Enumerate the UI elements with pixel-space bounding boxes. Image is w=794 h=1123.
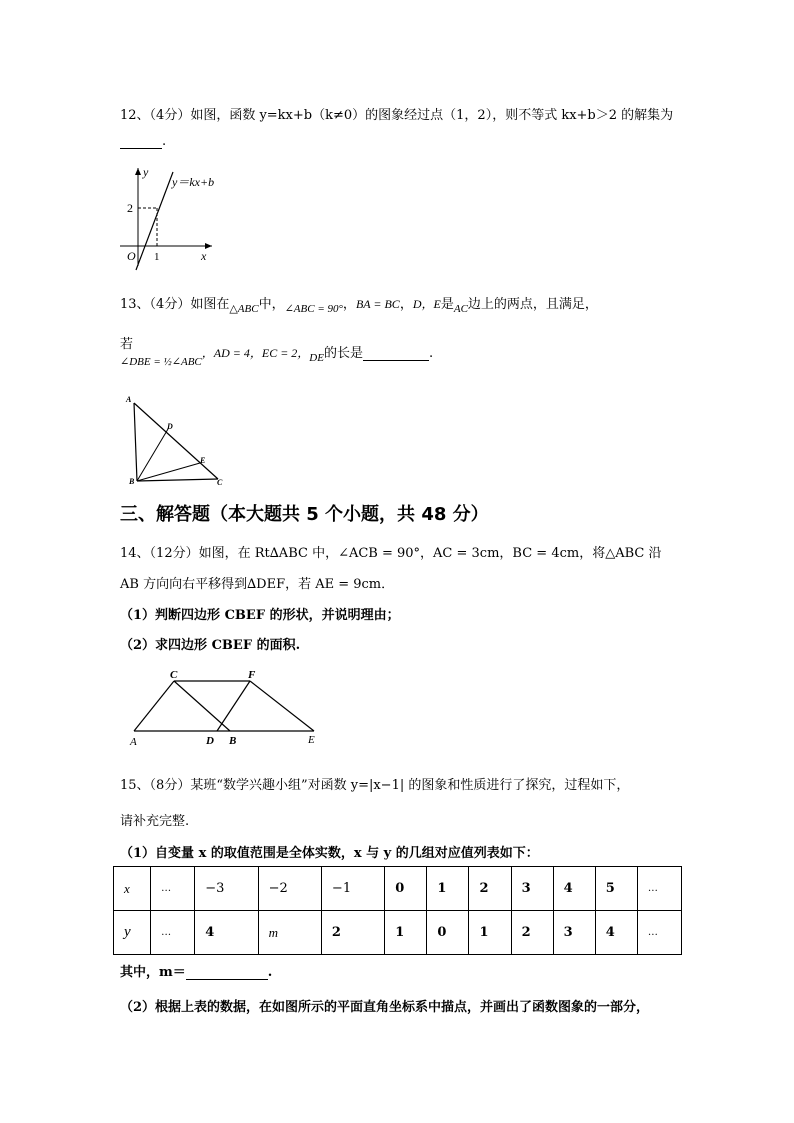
q14-label-d: D	[206, 735, 214, 746]
table-cell: 3	[553, 911, 595, 955]
q15-m-period: .	[267, 965, 273, 980]
q13-text-c: 是	[440, 297, 454, 312]
q14-label-f: F	[248, 669, 256, 681]
q13-text-a: 13、（4分）如图在	[120, 297, 230, 312]
q13-line2-mid: ，AD = 4，EC = 2，	[201, 346, 310, 360]
table-cell: 4	[195, 911, 258, 955]
table-cell: 2	[511, 911, 553, 955]
q12-period: .	[162, 134, 167, 149]
table-cell: 5	[595, 867, 637, 911]
table-cell: x	[114, 867, 151, 911]
q13-period: .	[428, 346, 434, 361]
q14-part1: （1）判断四边形 CBEF 的形状，并说明理由；	[120, 608, 400, 623]
q12-answer-blank[interactable]	[120, 134, 162, 149]
table-cell: 1	[385, 911, 427, 955]
q13-sep1: ，	[342, 297, 356, 312]
q13-side-ac	[134, 403, 218, 479]
q13-triangle: △ABC	[229, 303, 259, 315]
q13-label-c: C	[217, 478, 223, 485]
q13-label-a: A	[126, 395, 132, 404]
table-cell: 0	[385, 867, 427, 911]
table-row-y	[114, 911, 682, 955]
table-cell: m	[258, 911, 321, 955]
q13-label-d: D	[167, 422, 173, 431]
q13-de: D，E	[412, 297, 441, 311]
q14-label-e: E	[308, 734, 315, 746]
q14-label-b: B	[229, 735, 237, 746]
q12-label-1: 1	[154, 251, 160, 263]
q13-label-e: E	[200, 456, 206, 465]
table-cell: 4	[553, 867, 595, 911]
q13-text-b: 中，	[258, 297, 285, 312]
table-cell: 2	[469, 867, 511, 911]
table-cell: 1	[427, 867, 469, 911]
q13-ruo: 若	[120, 337, 134, 352]
q12-line-label: y＝kx+b	[172, 175, 215, 189]
q15-m-line	[120, 961, 272, 980]
q14-line1: 14、（12分）如图，在 Rt∆ABC 中，∠ACB = 90°，AC = 3cm，BC = 4cm，将△ABC 沿	[120, 546, 662, 561]
q14-side-ac	[134, 681, 174, 731]
q13-angle-cond: ∠DBE = ½∠ABC	[120, 356, 202, 368]
table-cell: −2	[258, 867, 321, 911]
table-cell: …	[151, 911, 195, 955]
q12-label-origin: O	[127, 249, 136, 263]
table-cell: −1	[321, 867, 384, 911]
q13-de2: DE	[309, 352, 324, 364]
table-cell: y	[114, 911, 151, 955]
q15-value-table	[113, 866, 682, 955]
q15-line2: 请补充完整.	[120, 814, 190, 829]
table-cell: 2	[321, 911, 384, 955]
q13-ac: AC	[453, 303, 468, 315]
table-cell: …	[637, 867, 681, 911]
table-cell: 3	[511, 867, 553, 911]
q13-text-d: 边上的两点，且满足，	[467, 297, 598, 312]
q13-answer-blank[interactable]	[363, 346, 429, 361]
q15-m-prefix: 其中，m＝	[120, 965, 186, 980]
q12-label-x: x	[201, 249, 207, 263]
q13-figure	[120, 393, 230, 485]
q15-m-blank[interactable]	[186, 965, 268, 980]
q13-label-b: B	[129, 477, 135, 485]
table-row-x	[114, 867, 682, 911]
q14-figure	[122, 664, 332, 746]
q14-part2: （2）求四边形 CBEF 的面积.	[120, 638, 301, 653]
section-3-title: 三、解答题（本大题共 5 个小题，共 48 分）	[120, 504, 489, 525]
q14-side-df	[217, 681, 250, 731]
q14-side-fe	[250, 681, 314, 731]
q12-line1: 12、（4分）如图，函数 y=kx+b（k≠0）的图象经过点（1，2），则不等式 kx+b＞2 的解集为	[120, 108, 674, 123]
table-cell: …	[151, 867, 195, 911]
q12-answer-line	[120, 134, 166, 149]
q12-label-2: 2	[127, 201, 133, 215]
q13-line2-end: 的长是	[323, 346, 363, 361]
q13-line1	[120, 293, 598, 315]
q13-cond1: ∠ABC = 90°	[284, 303, 343, 315]
q13-cond2: BA = BC	[355, 297, 400, 311]
q15-line1: 15、（8分）某班“数学兴趣小组”对函数 y=|x−1| 的图象和性质进行了探究，过程如下，	[120, 778, 630, 793]
q15-part1: （1）自变量 x 的取值范围是全体实数，x 与 y 的几组对应值列表如下：	[120, 846, 539, 861]
q14-line2: AB 方向向右平移得到∆DEF，若 AE = 9cm．	[120, 577, 395, 592]
q13-side-bc	[137, 479, 218, 481]
table-cell: −3	[195, 867, 258, 911]
q12-label-y: y	[143, 165, 149, 179]
table-cell: …	[637, 911, 681, 955]
q12-y-arrow-icon	[135, 168, 141, 175]
table-cell: 4	[595, 911, 637, 955]
q14-label-c: C	[170, 669, 178, 681]
table-cell: 1	[469, 911, 511, 955]
q13-sep2: ，	[399, 297, 413, 312]
q13-side-ab	[134, 403, 137, 481]
q15-part2: （2）根据上表的数据，在如图所示的平面直角坐标系中描点，并画出了函数图象的一部分，	[120, 1000, 650, 1015]
q12-figure	[116, 162, 226, 274]
table-cell: 0	[427, 911, 469, 955]
q14-label-a: A	[130, 736, 137, 746]
